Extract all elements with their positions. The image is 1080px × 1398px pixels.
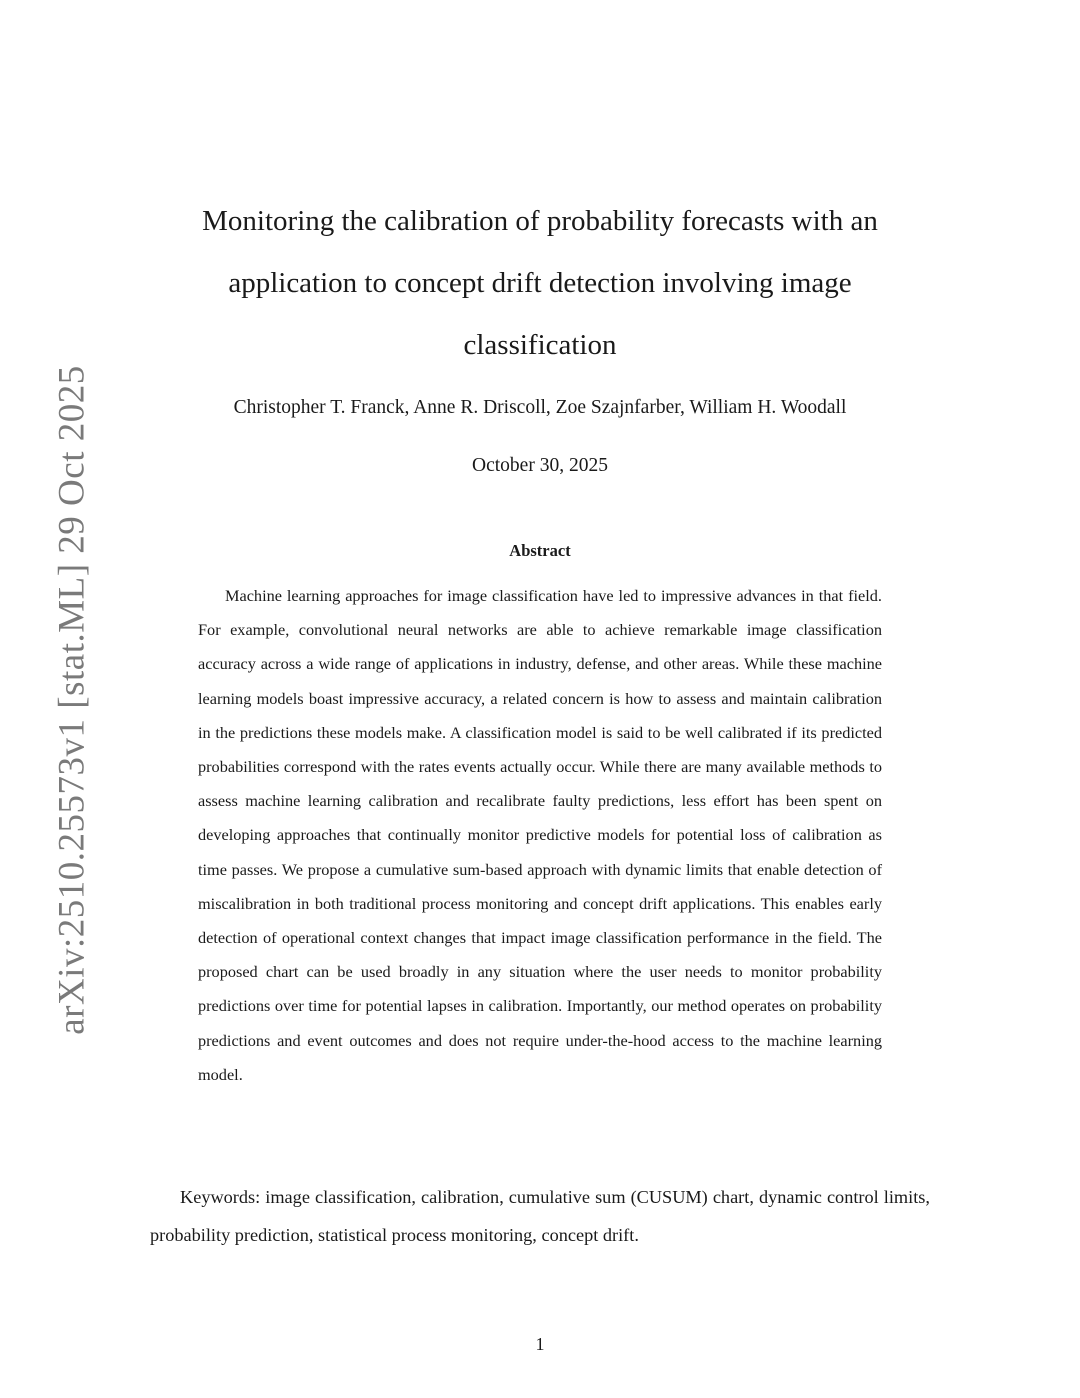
publication-date: October 30, 2025 [472,455,608,476]
paper-title: Monitoring the calibration of probability forecasts with an application to concept drift detection involving image classification [202,205,878,361]
abstract-text: Machine learning approaches for image classification have led to impressive advances in that field. For example, convolutional neural networks are able to achieve remarkable image classification accuracy across a wide range of applications in industry, defense, and other areas. While these machine learning models boast impressive accuracy, a related concern is how to assess and maintain calibration in the predictions these models make. A classification model is said to be well calibrated if its predicted probabilities correspond with the rates events actually occur. While there are many available methods to assess machine learning calibration and recalibrate faulty predictions, less effort has been spent on developing approaches that continually monitor predictive models for potential loss of calibration as time passes. We propose a cumulative sum-based approach with dynamic limits that enable detection of miscalibration in both traditional process monitoring and concept drift applications. This enables early detection of operational context changes that impact image classification performance in the field. The proposed chart can be used broadly in any situation where the user needs to monitor probability predictions over time for potential lapses in calibration. Importantly, our method operates on probability predictions and event outcomes and does not require under-the-hood access to the machine learning model. [198,586,882,1084]
arxiv-identifier-stamp: arXiv:2510.25573v1 [stat.ML] 29 Oct 2025 [51,365,93,1035]
page-number: 1 [535,1334,545,1354]
author-list: Christopher T. Franck, Anne R. Driscoll, Zoe Szajnfarber, William H. Woodall [233,397,847,418]
abstract-heading: Abstract [509,541,571,560]
keywords-paragraph: Keywords: image classification, calibration, cumulative sum (CUSUM) chart, dynamic control limits, probability prediction, statistical process monitoring, concept drift. [150,1187,930,1245]
